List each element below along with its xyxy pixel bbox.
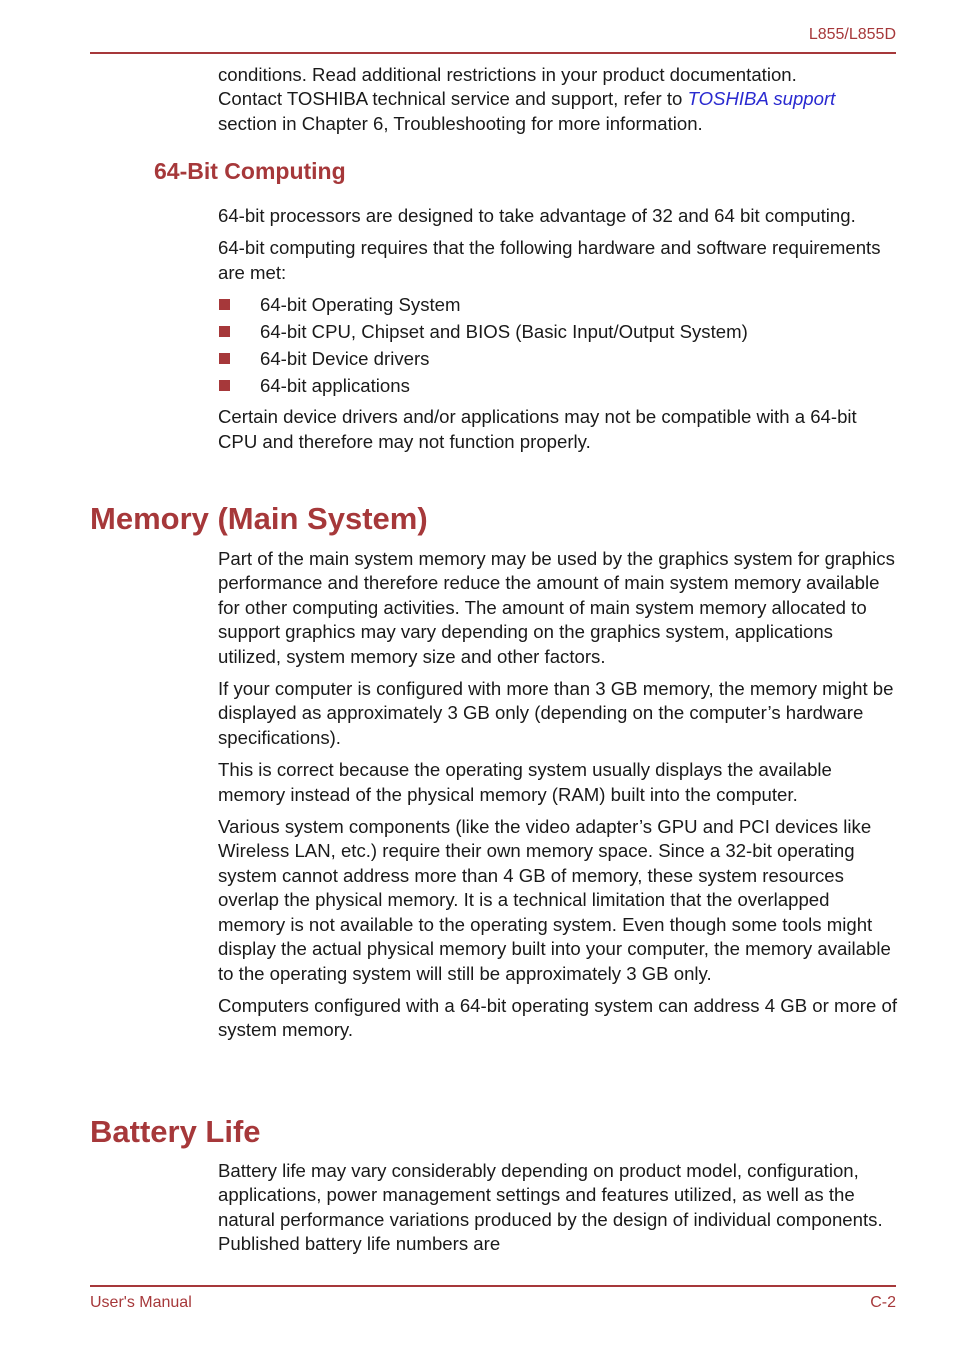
heading-battery-life: Battery Life	[90, 1114, 261, 1149]
section-64bit-body	[218, 204, 898, 454]
intro-paragraph	[218, 63, 898, 136]
list-item-label: 64-bit Operating System	[260, 294, 461, 316]
list-item-label: 64-bit applications	[260, 374, 410, 396]
footer-rule	[90, 1285, 896, 1287]
intro-line-2	[218, 87, 898, 111]
intro-line-2-text: Contact TOSHIBA technical service and support, refer to	[218, 88, 688, 110]
section-memory-body	[218, 547, 898, 1043]
heading-64bit-computing: 64-Bit Computing	[154, 158, 346, 184]
paragraph: Certain device drivers and/or applications may not be compatible with a 64-bit CPU and therefore may not function properly.	[218, 406, 857, 452]
paragraph: Various system components (like the video adapter’s GPU and PCI devices like Wireless LAN, etc.) require their own memory space. Since a 32-bit operating system cannot address more than 4 GB of memory, these system resources overlap the physical memory. It is a technical limitation that the overlapped memory is not available to the operating system. Even though some tools might display the actual physical memory built into your computer, the memory available to the operating system will still be approximately 3 GB only.	[218, 816, 891, 984]
section-battery-body	[218, 1159, 898, 1257]
list-item	[218, 374, 898, 401]
list-item-label: 64-bit CPU, Chipset and BIOS (Basic Input/Output System)	[260, 321, 748, 343]
list-item	[218, 320, 898, 347]
paragraph: Computers configured with a 64-bit operating system can address 4 GB or more of system memory.	[218, 994, 897, 1041]
list-item	[218, 347, 898, 374]
list-item	[218, 293, 898, 320]
toshiba-support-link[interactable]: TOSHIBA support	[687, 88, 836, 110]
paragraph: This is correct because the operating system usually displays the available memory instead of the physical memory (RAM) built into the computer.	[218, 759, 832, 805]
heading-memory-main-system: Memory (Main System)	[90, 501, 428, 536]
requirements-list	[218, 293, 898, 400]
page-number: C-2	[870, 1294, 896, 1311]
paragraph: Part of the main system memory may be used by the graphics system for graphics performance and therefore reduce the amount of main system memory available for other computing activities. The amount of main system memory allocated to support graphics may vary depending on the graphics system, applications utilized, system memory size and other factors.	[218, 548, 895, 667]
square-bullet-icon	[219, 380, 230, 391]
intro-line-3: section in Chapter 6, Troubleshooting for more information.	[218, 112, 703, 134]
model-number: L855/L855D	[808, 26, 896, 43]
list-item-label: 64-bit Device drivers	[260, 347, 430, 369]
paragraph: 64-bit computing requires that the following hardware and software requirements are met:	[218, 237, 881, 283]
square-bullet-icon	[219, 299, 230, 310]
footer-manual-title: User's Manual	[90, 1294, 192, 1311]
intro-line-1: conditions. Read additional restrictions in your product documentation.	[218, 64, 797, 85]
paragraph: Battery life may vary considerably depending on product model, configuration, applications, power management settings and features utilized, as well as the natural performance variations produced by the design of individual components. Published battery life numbers are	[218, 1160, 883, 1255]
paragraph: 64-bit processors are designed to take advantage of 32 and 64 bit computing.	[218, 205, 856, 226]
square-bullet-icon	[219, 353, 230, 364]
header-rule	[90, 52, 896, 54]
paragraph: If your computer is configured with more than 3 GB memory, the memory might be displayed as approximately 3 GB only (depending on the computer’s hardware specifications).	[218, 678, 894, 748]
square-bullet-icon	[219, 326, 230, 337]
